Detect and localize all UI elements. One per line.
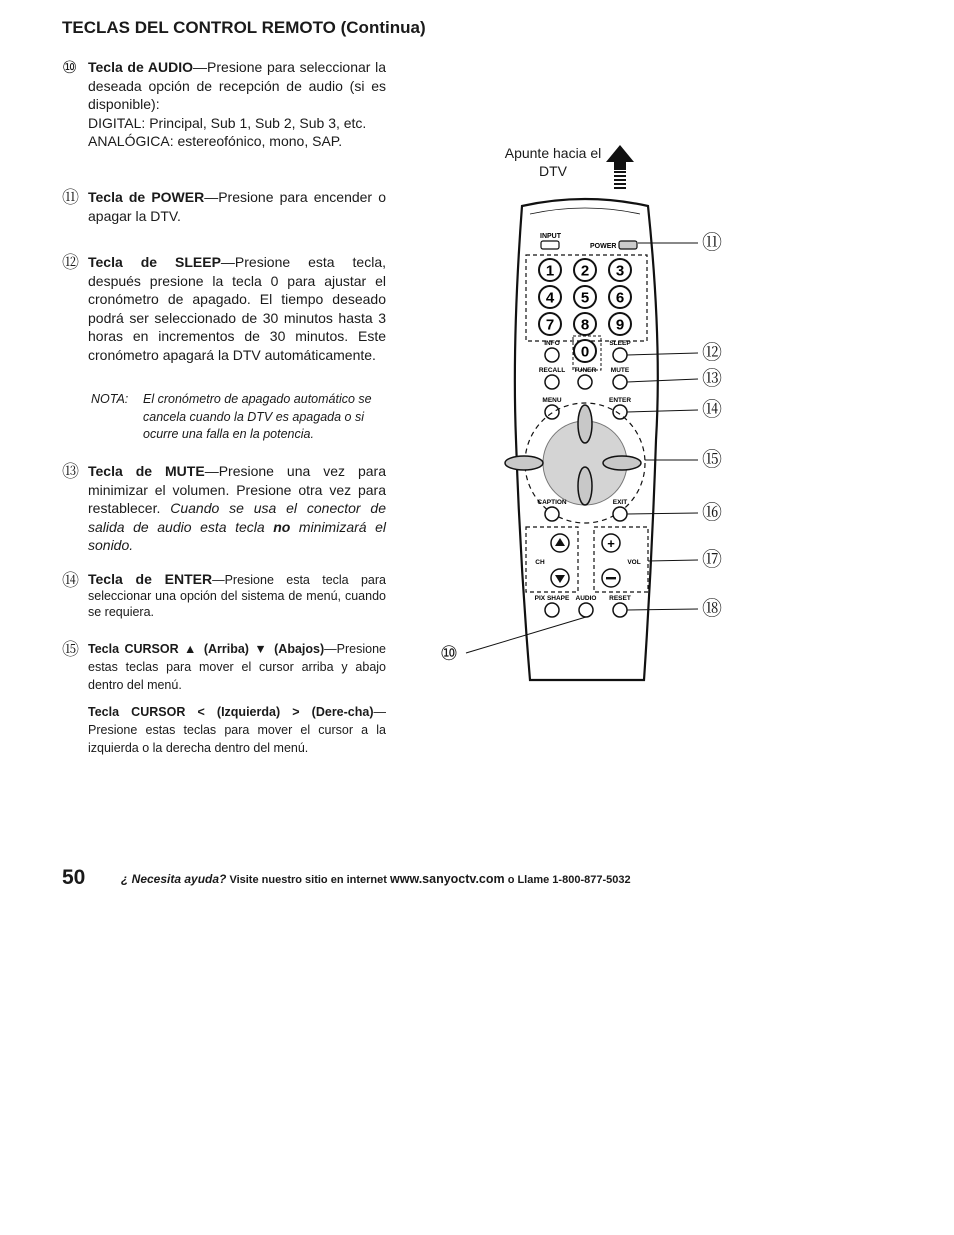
item-desc: —Presione una vez para minimizar el volumen. Presione otra vez para restablecer. xyxy=(88,463,386,517)
power-label: POWER xyxy=(590,243,617,250)
item-key: Tecla de POWER xyxy=(88,189,205,205)
menu-label: MENU xyxy=(542,397,562,404)
enter-label: ENTER xyxy=(608,397,632,404)
item-italic-bold: no xyxy=(273,518,291,535)
info-button xyxy=(545,348,559,362)
footer-help-question: ¿ Necesita ayuda? xyxy=(121,872,227,886)
enter-button xyxy=(613,405,627,419)
info-label: INFO xyxy=(544,340,560,347)
item-key: Tecla de ENTER xyxy=(88,571,213,587)
callout-13: ⑬ xyxy=(702,368,722,390)
item-enter xyxy=(62,571,386,620)
vol-label: VOL xyxy=(627,559,641,566)
minus-icon xyxy=(606,577,616,579)
item-number: ⑭ xyxy=(62,571,79,590)
point-label: Apunte hacia el DTV xyxy=(504,145,602,179)
cursor-left-button xyxy=(505,456,543,470)
input-button xyxy=(541,241,559,249)
digit-label: 6 xyxy=(615,289,625,307)
item-number: ⑬ xyxy=(62,462,79,481)
reset-button xyxy=(613,603,627,617)
arrow-up-icon xyxy=(606,145,634,189)
item-number: ⑩ xyxy=(62,58,78,77)
item-desc: —Presione estas teclas para mover el cursor a la izquierda o la derecha dentro del menú. xyxy=(88,705,386,755)
note-label: NOTA: xyxy=(91,392,129,406)
input-label: INPUT xyxy=(540,233,561,240)
note-text: El cronómetro de apagado automático se cancela cuando la DTV es apagada o si ocurre una falla en la potencia. xyxy=(143,392,372,441)
digit-label: 4 xyxy=(545,289,555,307)
digit-label: 2 xyxy=(580,262,590,280)
tuner-button xyxy=(578,375,592,389)
exit-label: EXIT xyxy=(612,499,628,506)
item-desc: —Presione esta tecla, después presione la tecla 0 para ajustar el cronómetro de apagado. El tiempo deseado podrá ser seleccionado de 30 minutos hasta 3 horas en incrementos de 30 minutos. Este cronómetro apagará la DTV automáticamente. xyxy=(88,254,386,363)
digit-label: 0 xyxy=(580,343,590,361)
page-title: TECLAS DEL CONTROL REMOTO (Continua) xyxy=(62,18,426,37)
item-desc: —Presione para encender o apagar la DTV. xyxy=(88,189,386,224)
recall-button xyxy=(545,375,559,389)
mute-button xyxy=(613,375,627,389)
footer-call: o Llame 1-800-877-5032 xyxy=(507,874,631,886)
item-number: ⑪ xyxy=(62,188,79,207)
cursor-right-button xyxy=(603,456,641,470)
item-italic: minimizará el sonido. xyxy=(88,518,387,554)
digit-label: 5 xyxy=(580,289,590,307)
item-key: Tecla CURSOR ▲ (Arriba) ▼ (Abajos) xyxy=(88,642,325,656)
exit-button xyxy=(613,507,627,521)
reset-label: RESET xyxy=(609,595,631,602)
cursor-up-button xyxy=(578,405,592,443)
cursor-down-button xyxy=(578,467,592,505)
pix-shape-button xyxy=(545,603,559,617)
digit-label: 1 xyxy=(545,262,555,280)
item-italic: Cuando se usa el conector de salida de audio esta tecla xyxy=(88,500,386,535)
digit-label: 9 xyxy=(615,316,625,334)
item-key: Tecla de AUDIO xyxy=(88,59,194,75)
item-line: ANALÓGICA: estereofónico, mono, SAP. xyxy=(88,133,343,150)
callout-15: ⑮ xyxy=(702,449,722,471)
caption-label: CAPTION xyxy=(537,499,567,506)
item-desc: —Presione estas teclas para mover el cursor arriba y abajo dentro del menú. xyxy=(88,642,386,692)
item-mute xyxy=(62,462,386,555)
footer-help xyxy=(121,872,631,886)
page-number: 50 xyxy=(62,866,86,889)
pixshape-label: PIX SHAPE xyxy=(534,595,570,602)
item-key: Tecla de MUTE xyxy=(88,463,205,479)
callout-14: ⑭ xyxy=(702,399,722,421)
item-power xyxy=(62,188,386,225)
callout-11: ⑪ xyxy=(702,232,722,254)
digit-label: 8 xyxy=(580,316,590,334)
callout-18: ⑱ xyxy=(702,598,722,620)
footer-url-link[interactable]: www.sanyoctv.com xyxy=(390,872,505,886)
callout-17: ⑰ xyxy=(702,549,722,571)
item-cursor xyxy=(62,640,386,757)
item-number: ⑮ xyxy=(62,640,79,659)
item-number: ⑫ xyxy=(62,253,79,272)
sleep-label: SLEEP xyxy=(609,340,631,347)
power-button xyxy=(619,241,637,249)
plus-icon: + xyxy=(607,536,615,551)
footer-visit: Visite nuestro sitio en internet xyxy=(229,874,387,886)
item-desc: —Presione esta tecla para seleccionar una opción del sistema de menú, cuando se requiera. xyxy=(88,573,386,619)
audio-button xyxy=(579,603,593,617)
digit-label: 3 xyxy=(615,262,625,280)
caption-button xyxy=(545,507,559,521)
item-audio xyxy=(62,58,386,151)
callout-10: ⑩ xyxy=(440,643,458,665)
item-key: Tecla CURSOR < (Izquierda) > (Dere-cha) xyxy=(88,705,374,719)
recall-label: RECALL xyxy=(538,367,566,374)
callout-12: ⑫ xyxy=(702,342,722,364)
callout-16: ⑯ xyxy=(702,502,722,524)
menu-button xyxy=(545,405,559,419)
item-desc: —Presione para seleccionar la deseada opción de recepción de audio (si es disponible): xyxy=(88,59,387,113)
item-sleep xyxy=(62,253,386,365)
audio-label: AUDIO xyxy=(575,595,597,602)
sleep-button xyxy=(613,348,627,362)
tuner-label: TUNER xyxy=(573,367,597,374)
mute-label: MUTE xyxy=(610,367,630,374)
ch-label: CH xyxy=(535,559,545,566)
item-line: DIGITAL: Principal, Sub 1, Sub 2, Sub 3, etc. xyxy=(88,114,367,131)
digit-label: 7 xyxy=(545,316,555,334)
item-key: Tecla de SLEEP xyxy=(88,254,221,270)
note xyxy=(91,391,387,444)
